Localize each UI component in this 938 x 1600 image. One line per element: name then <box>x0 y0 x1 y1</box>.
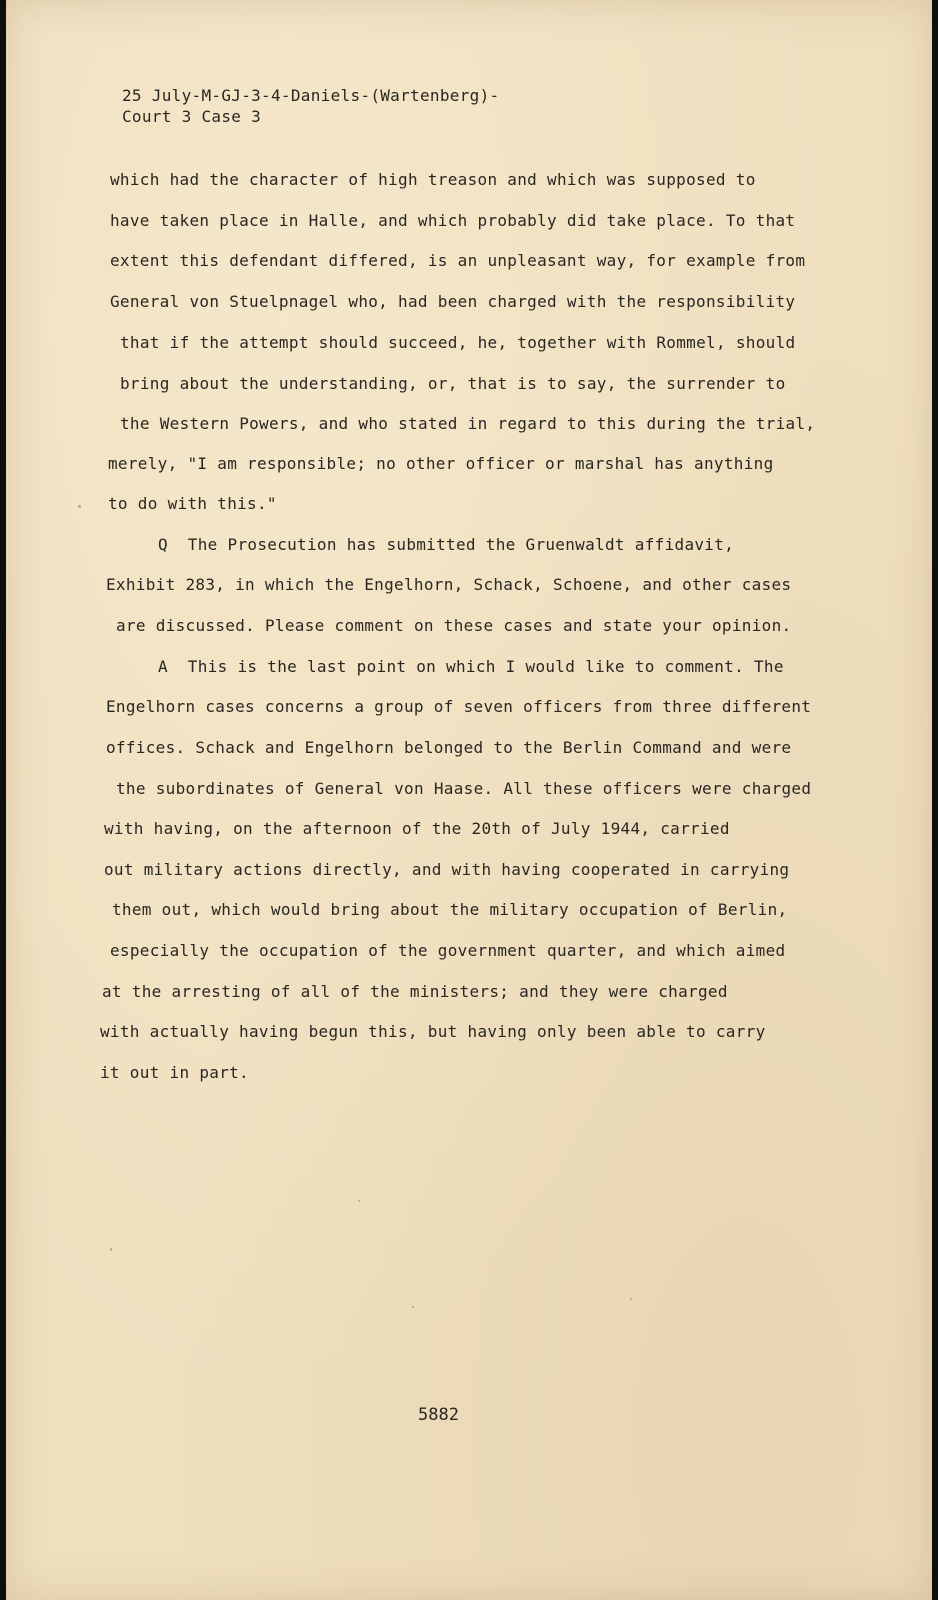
header-line-1: 25 July-M-GJ-3-4-Daniels-(Wartenberg)- <box>122 86 500 105</box>
body-line: with having, on the afternoon of the 20th of July 1944, carried <box>104 819 730 838</box>
paper-speck <box>630 1298 632 1300</box>
body-line: especially the occupation of the government quarter, and which aimed <box>110 941 786 960</box>
question-line: Q The Prosecution has submitted the Gruenwaldt affidavit, <box>158 535 735 554</box>
body-line: that if the attempt should succeed, he, together with Rommel, should <box>120 333 796 352</box>
body-line: which had the character of high treason and which was supposed to <box>110 170 756 189</box>
answer-line: A This is the last point on which I would like to comment. The <box>158 657 784 676</box>
body-line: Exhibit 283, in which the Engelhorn, Schack, Schoene, and other cases <box>106 575 792 594</box>
body-line: General von Stuelpnagel who, had been charged with the responsibility <box>110 292 796 311</box>
body-line: it out in part. <box>100 1063 249 1082</box>
body-line: merely, "I am responsible; no other officer or marshal has anything <box>108 454 774 473</box>
paper-speck <box>358 1200 360 1202</box>
body-line: Engelhorn cases concerns a group of seven officers from three different <box>106 697 812 716</box>
body-line: the subordinates of General von Haase. All these officers were charged <box>116 779 812 798</box>
header-line-2: Court 3 Case 3 <box>122 107 262 126</box>
body-line: bring about the understanding, or, that is to say, the surrender to <box>120 374 786 393</box>
paper-speck <box>110 1248 112 1251</box>
body-line: have taken place in Halle, and which probably did take place. To that <box>110 211 796 230</box>
document-page <box>6 0 932 1600</box>
body-line: at the arresting of all of the ministers; and they were charged <box>102 982 728 1001</box>
body-line: to do with this." <box>108 494 277 513</box>
body-line: with actually having begun this, but having only been able to carry <box>100 1022 766 1041</box>
paper-speck <box>78 505 81 508</box>
body-line: extent this defendant differed, is an unpleasant way, for example from <box>110 251 806 270</box>
body-line: offices. Schack and Engelhorn belonged to the Berlin Command and were <box>106 738 792 757</box>
body-line: are discussed. Please comment on these cases and state your opinion. <box>116 616 792 635</box>
body-line: them out, which would bring about the military occupation of Berlin, <box>112 900 788 919</box>
body-line: the Western Powers, and who stated in regard to this during the trial, <box>120 414 816 433</box>
paper-speck <box>412 1306 414 1308</box>
body-line: out military actions directly, and with having cooperated in carrying <box>104 860 790 879</box>
page-number: 5882 <box>418 1405 459 1425</box>
